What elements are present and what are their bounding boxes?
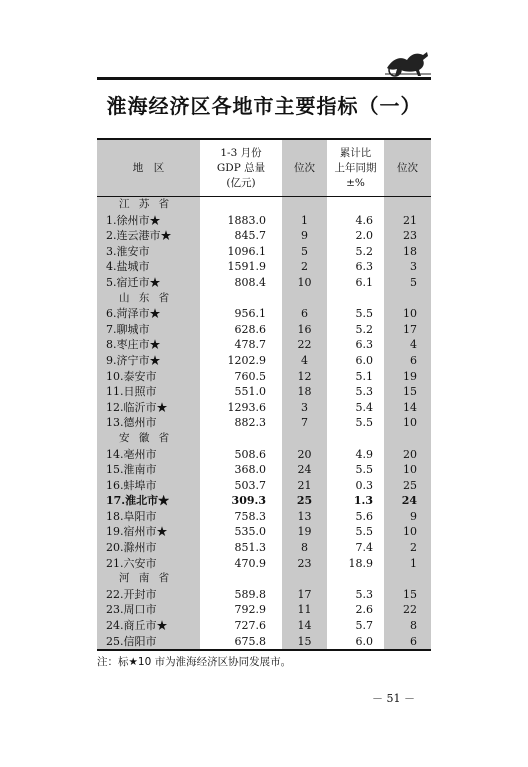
table-row [97, 415, 431, 431]
table-row [97, 634, 431, 650]
cell-region: 6.菏泽市★ [106, 307, 161, 321]
cell-region: 15.淮南市 [106, 463, 157, 477]
cell-region: 17.淮北市★ [106, 494, 170, 508]
cell-growth-rank: 20 [403, 447, 417, 461]
header-rank-growth-line: 位次 [397, 161, 418, 174]
cell-growth-rank: 10 [403, 463, 417, 477]
cell-region: 5.宿迁市★ [106, 275, 161, 289]
table-row [97, 322, 431, 338]
province-name: 安 徽 省 [119, 431, 173, 444]
cell-gdp: 551.0 [234, 385, 266, 399]
cell-gdp-rank: 13 [297, 509, 312, 523]
cell-gdp: 1883.0 [227, 213, 266, 227]
table-row [97, 509, 431, 525]
cell-gdp-rank: 11 [297, 603, 312, 617]
table-row [97, 275, 431, 291]
cell-growth: 6.1 [355, 275, 373, 289]
cell-gdp-rank: 10 [297, 275, 312, 289]
cell-gdp: 628.6 [234, 322, 266, 336]
cell-growth: 5.5 [355, 463, 373, 477]
province-name: 江 苏 省 [119, 198, 173, 210]
cell-gdp: 1096.1 [227, 244, 266, 258]
cell-growth: 0.3 [355, 478, 373, 492]
header-gdp-line: 1-3 月份 [220, 146, 262, 159]
cell-growth: 5.7 [355, 619, 373, 633]
cell-growth-rank: 19 [403, 369, 417, 383]
table-row [97, 228, 431, 244]
cell-growth-rank: 21 [403, 213, 417, 227]
cell-region: 14.亳州市 [106, 447, 157, 461]
cell-region: 4.盐城市 [106, 260, 150, 274]
cell-gdp-rank: 18 [297, 385, 312, 399]
cell-growth-rank: 1 [410, 556, 417, 570]
province-row [97, 571, 431, 587]
cell-growth: 6.0 [355, 353, 373, 367]
province-row [97, 431, 431, 447]
cell-growth: 5.3 [355, 587, 373, 601]
header-region [97, 140, 200, 196]
cell-growth: 4.6 [355, 213, 373, 227]
cell-growth: 5.2 [355, 244, 373, 258]
cell-gdp-rank: 1 [301, 213, 308, 227]
header-gdp-line: GDP 总量 [216, 161, 266, 174]
cell-gdp-rank: 16 [297, 322, 312, 336]
cell-growth-rank: 10 [403, 416, 417, 430]
cell-gdp: 535.0 [234, 525, 266, 539]
cell-gdp-rank: 12 [297, 369, 312, 383]
cell-gdp: 1202.9 [227, 353, 266, 367]
table-row [97, 447, 431, 463]
cell-growth-rank: 3 [410, 260, 417, 274]
cell-growth-rank: 10 [403, 307, 417, 321]
cell-growth-rank: 8 [410, 619, 417, 633]
cell-gdp: 851.3 [234, 541, 266, 555]
cell-growth-rank: 15 [403, 385, 417, 399]
table-header [97, 140, 431, 196]
cell-region: 18.阜阳市 [106, 509, 157, 523]
cell-gdp: 589.8 [234, 587, 266, 601]
page-title: 淮海经济区各地市主要指标（一） [106, 94, 422, 118]
cell-growth: 18.9 [348, 556, 373, 570]
cell-growth: 2.0 [355, 229, 373, 243]
cell-gdp-rank: 9 [301, 229, 308, 243]
cell-region: 10.泰安市 [106, 369, 157, 383]
cell-growth: 5.5 [355, 416, 373, 430]
cell-gdp-rank: 15 [297, 634, 312, 648]
table-row [97, 369, 431, 385]
table-row [97, 259, 431, 275]
province-name: 山 东 省 [119, 291, 173, 304]
cell-region: 13.德州市 [106, 416, 157, 430]
cell-gdp: 503.7 [234, 478, 266, 492]
header-growth-line: 上年同期 [334, 161, 377, 174]
cell-growth-rank: 17 [403, 322, 417, 336]
cell-gdp: 808.4 [234, 275, 266, 289]
table-row [97, 524, 431, 540]
cell-region: 25.信阳市 [106, 634, 157, 648]
table-row [97, 384, 431, 400]
cell-gdp-rank: 6 [301, 307, 308, 321]
cell-gdp-rank: 21 [297, 478, 312, 492]
cell-gdp-rank: 19 [297, 525, 312, 539]
cell-gdp: 882.3 [234, 416, 266, 430]
cell-growth: 6.3 [355, 260, 373, 274]
cell-gdp-rank: 17 [297, 587, 312, 601]
province-row [97, 291, 431, 307]
cell-gdp: 1591.9 [227, 260, 266, 274]
cell-growth-rank: 4 [410, 338, 417, 352]
cell-region: 21.六安市 [106, 556, 157, 570]
cell-gdp: 956.1 [234, 307, 266, 321]
cell-region: 23.周口市 [106, 603, 157, 617]
cell-growth-rank: 22 [403, 603, 417, 617]
cell-region: 8.枣庄市★ [106, 338, 161, 352]
table-row [97, 400, 431, 416]
cell-gdp: 508.6 [234, 447, 266, 461]
table-row [97, 306, 431, 322]
table-row [97, 540, 431, 556]
cell-growth-rank: 18 [403, 244, 417, 258]
province-name: 河 南 省 [119, 572, 173, 585]
cell-growth-rank: 14 [403, 400, 417, 414]
cell-gdp: 478.7 [234, 338, 266, 352]
table-row [97, 478, 431, 494]
table-row [97, 244, 431, 260]
cell-growth: 4.9 [355, 447, 373, 461]
cell-gdp: 368.0 [234, 463, 266, 477]
cell-growth-rank: 2 [410, 541, 417, 555]
cell-gdp-rank: 24 [297, 463, 312, 477]
cell-region: 7.聊城市 [106, 322, 150, 336]
province-row [97, 197, 431, 213]
table-row [97, 602, 431, 618]
cell-gdp: 792.9 [234, 603, 266, 617]
table-row [97, 587, 431, 603]
table-row [97, 462, 431, 478]
cell-growth: 6.3 [355, 338, 373, 352]
cell-gdp-rank: 20 [297, 447, 312, 461]
cell-growth: 6.0 [355, 634, 373, 648]
cell-gdp-rank: 23 [297, 556, 312, 570]
cell-growth-rank: 24 [401, 494, 417, 508]
cell-region: 9.济宁市★ [106, 353, 161, 367]
cell-growth: 5.5 [355, 525, 373, 539]
header-growth [327, 140, 384, 196]
table-bottom-rule [97, 649, 431, 651]
cell-growth: 5.2 [355, 322, 373, 336]
header-rule [97, 77, 431, 80]
table-row [97, 337, 431, 353]
cell-growth-rank: 6 [410, 353, 417, 367]
table-row [97, 556, 431, 572]
cell-region: 24.商丘市★ [106, 619, 168, 633]
cell-gdp-rank: 25 [296, 494, 313, 508]
page-number: － 51 － [372, 692, 415, 705]
cell-gdp-rank: 7 [301, 416, 308, 430]
indicators-table [97, 138, 431, 651]
header-rank-gdp-line: 位次 [294, 161, 315, 174]
cell-growth-rank: 15 [403, 587, 417, 601]
cell-gdp-rank: 22 [297, 338, 312, 352]
table-body [97, 197, 431, 649]
cell-growth-rank: 23 [403, 229, 417, 243]
cell-growth-rank: 25 [403, 478, 417, 492]
cell-growth-rank: 10 [403, 525, 417, 539]
cell-region: 16.蚌埠市 [106, 478, 157, 492]
table-row [97, 618, 431, 634]
table-row [97, 213, 431, 229]
cell-gdp: 758.3 [234, 509, 266, 523]
cell-region: 3.淮安市 [106, 244, 150, 258]
cell-growth-rank: 9 [410, 509, 417, 523]
cell-gdp: 1293.6 [227, 400, 266, 414]
horse-logo-icon [383, 46, 433, 78]
cell-region: 1.徐州市★ [106, 213, 161, 227]
cell-growth: 5.3 [355, 385, 373, 399]
footnote: 注：标★10 市为淮海经济区协同发展市。 [97, 656, 292, 668]
cell-growth: 7.4 [355, 541, 373, 555]
cell-gdp: 845.7 [234, 229, 266, 243]
header-gdp-line: (亿元) [226, 176, 256, 189]
cell-gdp: 675.8 [234, 634, 266, 648]
cell-region: 22.开封市 [106, 587, 157, 601]
cell-growth-rank: 6 [410, 634, 417, 648]
cell-gdp: 309.3 [231, 494, 266, 508]
cell-region: 12.临沂市★ [106, 400, 168, 414]
header-growth-line: ±% [346, 176, 365, 189]
cell-region: 11.日照市 [106, 385, 157, 399]
cell-growth: 5.1 [355, 369, 373, 383]
cell-gdp-rank: 14 [297, 619, 312, 633]
header-rank-growth [384, 140, 431, 196]
cell-gdp-rank: 8 [301, 541, 308, 555]
cell-gdp: 727.6 [234, 619, 266, 633]
header-rank-gdp [282, 140, 327, 196]
cell-gdp-rank: 2 [301, 260, 308, 274]
cell-growth: 1.3 [353, 494, 373, 508]
header-gdp [200, 140, 282, 196]
table-row [97, 353, 431, 369]
table-row [97, 493, 431, 509]
cell-growth-rank: 5 [410, 275, 417, 289]
cell-gdp: 760.5 [234, 369, 266, 383]
cell-growth: 5.5 [355, 307, 373, 321]
cell-gdp-rank: 4 [301, 353, 308, 367]
cell-region: 19.宿州市★ [106, 525, 168, 539]
cell-growth: 5.4 [355, 400, 373, 414]
header-growth-line: 累计比 [339, 146, 372, 159]
cell-gdp: 470.9 [234, 556, 266, 570]
cell-growth: 2.6 [355, 603, 373, 617]
header-region-line: 地 区 [132, 161, 165, 174]
cell-gdp-rank: 5 [301, 244, 308, 258]
cell-region: 2.连云港市★ [106, 229, 172, 243]
cell-gdp-rank: 3 [301, 400, 308, 414]
cell-growth: 5.6 [355, 509, 373, 523]
cell-region: 20.滁州市 [106, 541, 157, 555]
